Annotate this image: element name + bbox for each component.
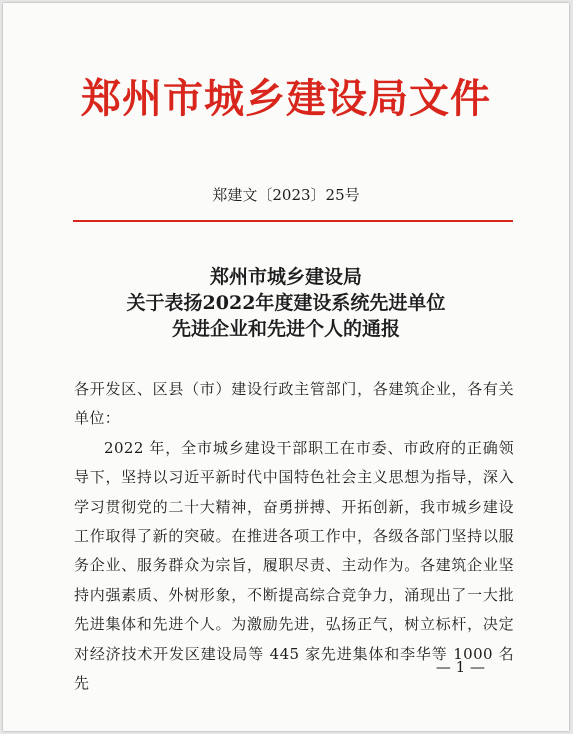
document-page xyxy=(3,3,569,731)
document-title-line-3: 先进企业和先进个人的通报 xyxy=(171,318,400,340)
document-title-line-1: 郑州市城乡建设局 xyxy=(209,266,362,288)
addressee-line: 各开发区、区县（市）建设行政主管部门，各建筑企业，各有关单位： xyxy=(74,380,514,428)
body-paragraph: 2022 年，全市城乡建设干部职工在市委、市政府的正确领导下，坚持以习近平新时代中国特色社会主义思想为指导，深入学习贯彻党的二十大精神，奋勇拼搏、开拓创新，我市城乡建设工作取得了新的突破。在推进各项工作中，各级各部门坚持以服务企业、服务群众为宗旨，履职尽责、主动作为。各建筑企业坚持内强素质、外树形象，不断提高综合竞争力，涌现出了一大批先进集体和先进个人。为激励先进，弘扬正气，树立标杆，决定对经济技术开发区建设局等 445 家先进集体和李华等 1000 名先 xyxy=(74,438,514,693)
page-number: — 1 — xyxy=(435,658,485,676)
document-body xyxy=(74,375,514,698)
issuing-authority-header: 郑州市城乡建设局文件 xyxy=(81,75,491,122)
document-title-line-2: 关于表扬2022年度建设系统先进单位 xyxy=(126,292,446,314)
red-separator-line xyxy=(73,220,513,222)
document-number: 郑建文〔2023〕25号 xyxy=(212,186,360,204)
